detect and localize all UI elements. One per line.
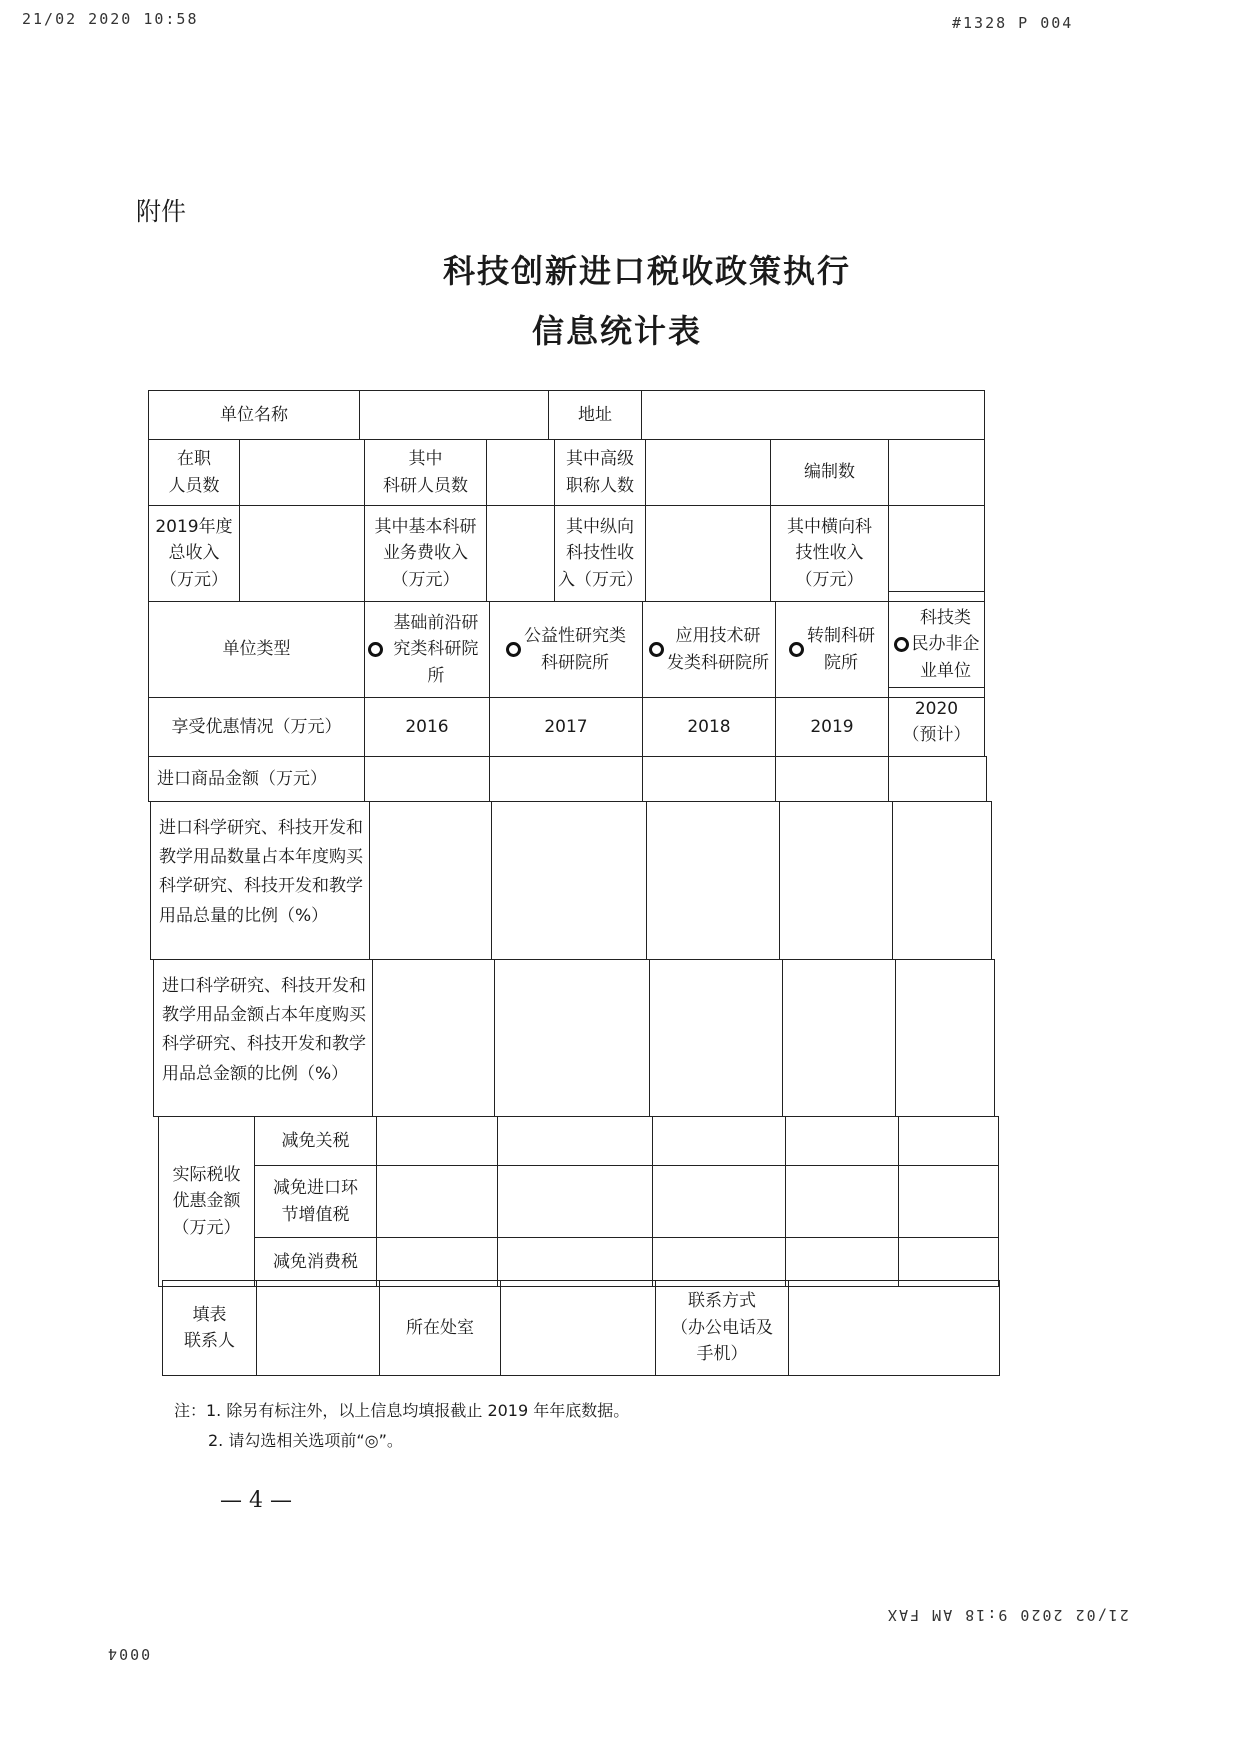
tariff-field[interactable] — [497, 1116, 653, 1166]
note-2: 2. 请勾选相关选项前“◎”。 — [208, 1431, 403, 1450]
horizontal-revenue-label: 其中横向科 技性收入 （万元） — [770, 505, 889, 602]
fax-header-left: 21/02 2020 10:58 — [22, 10, 199, 28]
quantity-ratio-field[interactable] — [892, 801, 992, 960]
quantity-ratio-field[interactable] — [779, 801, 893, 960]
tariff-field[interactable] — [376, 1116, 498, 1166]
basic-research-revenue-field[interactable] — [486, 505, 555, 602]
vat-field[interactable] — [497, 1165, 653, 1238]
import-amount-field[interactable] — [888, 756, 987, 802]
unit-name-field[interactable] — [359, 390, 549, 440]
senior-title-label: 其中高级 职称人数 — [554, 439, 646, 506]
year-header: 2017 — [489, 697, 643, 757]
unit-type-label: 单位类型 — [148, 601, 365, 698]
quantity-ratio-label: 进口科学研究、科技开发和教学用品数量占本年度购买科学研究、科技开发和教学用品总量的比例（%） — [150, 801, 370, 960]
tax-item-consumption-label: 减免消费税 — [254, 1237, 377, 1287]
fax-page-count-rotated: 0004 — [106, 1645, 151, 1663]
amount-ratio-field[interactable] — [372, 959, 495, 1117]
tax-item-tariff-label: 减免关税 — [254, 1116, 377, 1166]
amount-ratio-field[interactable] — [649, 959, 783, 1117]
unit-type-option-label: 基础前沿研 究类科研院所 — [393, 612, 479, 686]
address-label: 地址 — [548, 390, 642, 440]
import-amount-field[interactable] — [489, 756, 643, 802]
page-number: — 4 — — [220, 1488, 292, 1513]
research-staff-field[interactable] — [486, 439, 555, 506]
document-title-line2: 信息统计表 — [531, 312, 702, 350]
address-field[interactable] — [641, 390, 985, 440]
tariff-field[interactable] — [652, 1116, 786, 1166]
contact-method-label: 联系方式 （办公电话及 手机） — [655, 1280, 789, 1376]
year-header: 2020 （预计） — [888, 687, 985, 757]
unit-type-option-label: 应用技术研 发类科研院所 — [667, 626, 769, 673]
year-header: 2018 — [642, 697, 776, 757]
department-label: 所在处室 — [379, 1280, 501, 1376]
import-amount-field[interactable] — [642, 756, 776, 802]
staff-count-label: 在职 人员数 — [148, 439, 240, 506]
quota-label: 编制数 — [770, 439, 889, 506]
fax-header-right: #1328 P 004 — [952, 14, 1074, 32]
unit-type-option-applied[interactable] — [642, 601, 776, 698]
contact-person-field[interactable] — [256, 1280, 380, 1376]
amount-ratio-field[interactable] — [782, 959, 896, 1117]
radio-circle-icon — [789, 642, 804, 657]
vat-field[interactable] — [376, 1165, 498, 1238]
quantity-ratio-field[interactable] — [369, 801, 492, 960]
unit-type-option-basic[interactable] — [364, 601, 490, 698]
unit-type-option-private[interactable] — [888, 591, 985, 698]
unit-type-option-label: 公益性研究类 科研院所 — [524, 626, 626, 673]
unit-name-label: 单位名称 — [148, 390, 360, 440]
revenue-2019-label: 2019年度 总收入 （万元） — [148, 505, 240, 602]
actual-tax-label: 实际税收 优惠金额 （万元） — [158, 1116, 255, 1287]
quantity-ratio-field[interactable] — [491, 801, 647, 960]
amount-ratio-field[interactable] — [494, 959, 650, 1117]
year-header: 2019 — [775, 697, 889, 757]
radio-circle-icon — [368, 642, 383, 657]
senior-title-field[interactable] — [645, 439, 771, 506]
unit-type-option-label: 转制科研 院所 — [807, 626, 875, 673]
vat-field[interactable] — [898, 1165, 999, 1238]
radio-circle-icon — [649, 642, 664, 657]
revenue-2019-field[interactable] — [239, 505, 365, 602]
contact-person-label: 填表 联系人 — [162, 1280, 257, 1376]
staff-count-field[interactable] — [239, 439, 365, 506]
unit-type-option-public[interactable] — [489, 601, 643, 698]
preferential-label: 享受优惠情况（万元） — [148, 697, 365, 757]
vat-field[interactable] — [785, 1165, 899, 1238]
vat-field[interactable] — [652, 1165, 786, 1238]
note-1: 注：1. 除另有标注外，以上信息均填报截止 2019 年年底数据。 — [174, 1401, 630, 1420]
basic-research-revenue-label: 其中基本科研 业务费收入 （万元） — [364, 505, 487, 602]
fax-footer-rotated: 21/02 2020 9:18 AM FAX — [886, 1606, 1129, 1624]
vertical-revenue-label: 其中纵向 科技性收 入（万元） — [554, 505, 646, 602]
research-staff-label: 其中 科研人员数 — [364, 439, 487, 506]
unit-type-option-converted[interactable] — [775, 601, 889, 698]
amount-ratio-field[interactable] — [895, 959, 995, 1117]
unit-type-option-label: 科技类 民办非企 业单位 — [911, 607, 980, 681]
import-amount-field[interactable] — [364, 756, 490, 802]
quantity-ratio-field[interactable] — [646, 801, 780, 960]
tax-item-vat-label: 减免进口环 节增值税 — [254, 1165, 377, 1238]
quota-field[interactable] — [888, 439, 985, 506]
radio-circle-icon — [506, 642, 521, 657]
department-field[interactable] — [500, 1280, 656, 1376]
import-amount-label: 进口商品金额（万元） — [148, 756, 365, 802]
document-title-line1: 科技创新进口税收政策执行 — [442, 252, 851, 290]
vertical-revenue-field[interactable] — [645, 505, 771, 602]
import-amount-field[interactable] — [775, 756, 889, 802]
contact-method-field[interactable] — [788, 1280, 1000, 1376]
radio-circle-icon — [894, 637, 909, 652]
amount-ratio-label: 进口科学研究、科技开发和教学用品金额占本年度购买科学研究、科技开发和教学用品总金额的比例（%） — [153, 959, 373, 1117]
tariff-field[interactable] — [785, 1116, 899, 1166]
tariff-field[interactable] — [898, 1116, 999, 1166]
horizontal-revenue-field[interactable] — [888, 505, 985, 602]
attachment-label: 附件 — [136, 197, 187, 226]
year-header: 2016 — [364, 697, 490, 757]
